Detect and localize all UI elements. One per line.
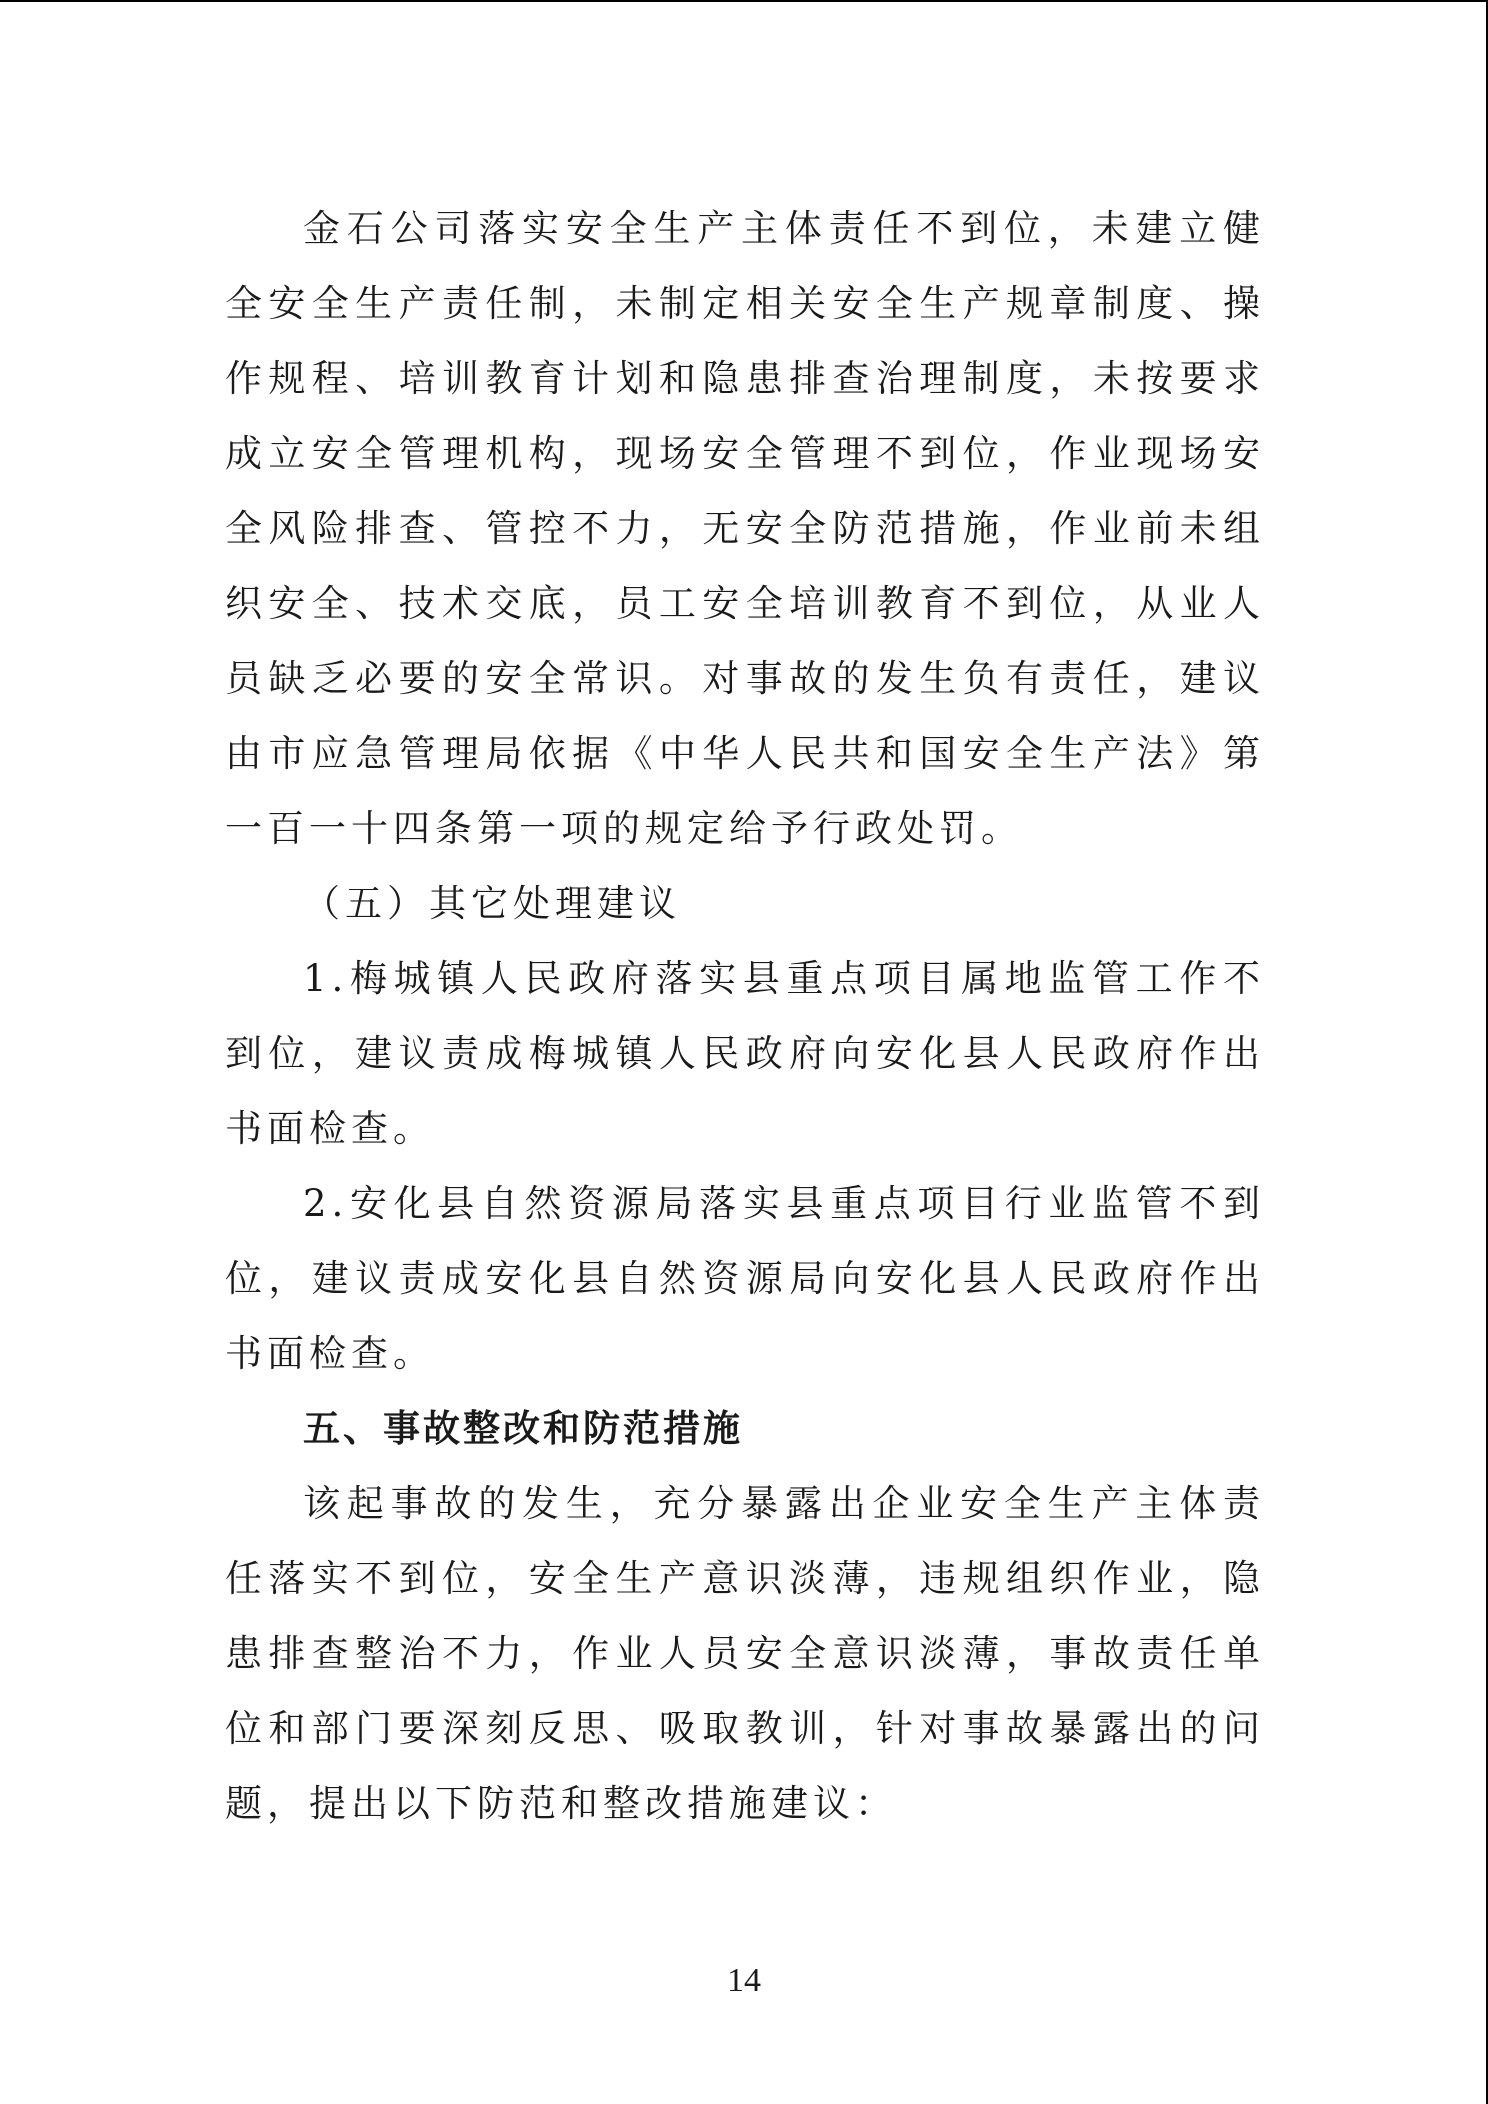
suggestion-item-1: 1.梅城镇人民政府落实县重点项目属地监管工作不到位，建议责成梅城镇人民政府向安化县人民政府作出书面检查。 [225,957,1265,1150]
document-body [225,191,1265,1841]
suggestion-item-2: 2.安化县自然资源局落实县重点项目行业监管不到位，建议责成安化县自然资源局向安化县人民政府作出书面检查。 [225,1182,1265,1375]
paragraph-company-liability: 金石公司落实安全生产主体责任不到位，未建立健全安全生产责任制，未制定相关安全生产规章制度、操作规程、培训教育计划和隐患排查治理制度，未按要求成立安全管理机构，现场安全管理不到位，作业现场安全风险排查、管控不力，无安全防范措施，作业前未组织安全、技术交底，员工安全培训教育不到位，从业人员缺乏必要的安全常识。对事故的发生负有责任，建议由市应急管理局依据《中华人民共和国安全生产法》第一百一十四条第一项的规定给予行政处罚。 [225,207,1265,850]
paragraph-rectification-intro: 该起事故的发生，充分暴露出企业安全生产主体责任落实不到位，安全生产意识淡薄，违规组织作业，隐患排查整治不力，作业人员安全意识淡薄，事故责任单位和部门要深刻反思、吸取教训，针对事故暴露出的问题，提出以下防范和整改措施建议： [225,1482,1265,1825]
subheading-other-suggestions: （五）其它处理建议 [303,882,681,925]
page-number: 14 [727,1962,761,1999]
section-heading-rectification: 五、事故整改和防范措施 [303,1407,743,1450]
